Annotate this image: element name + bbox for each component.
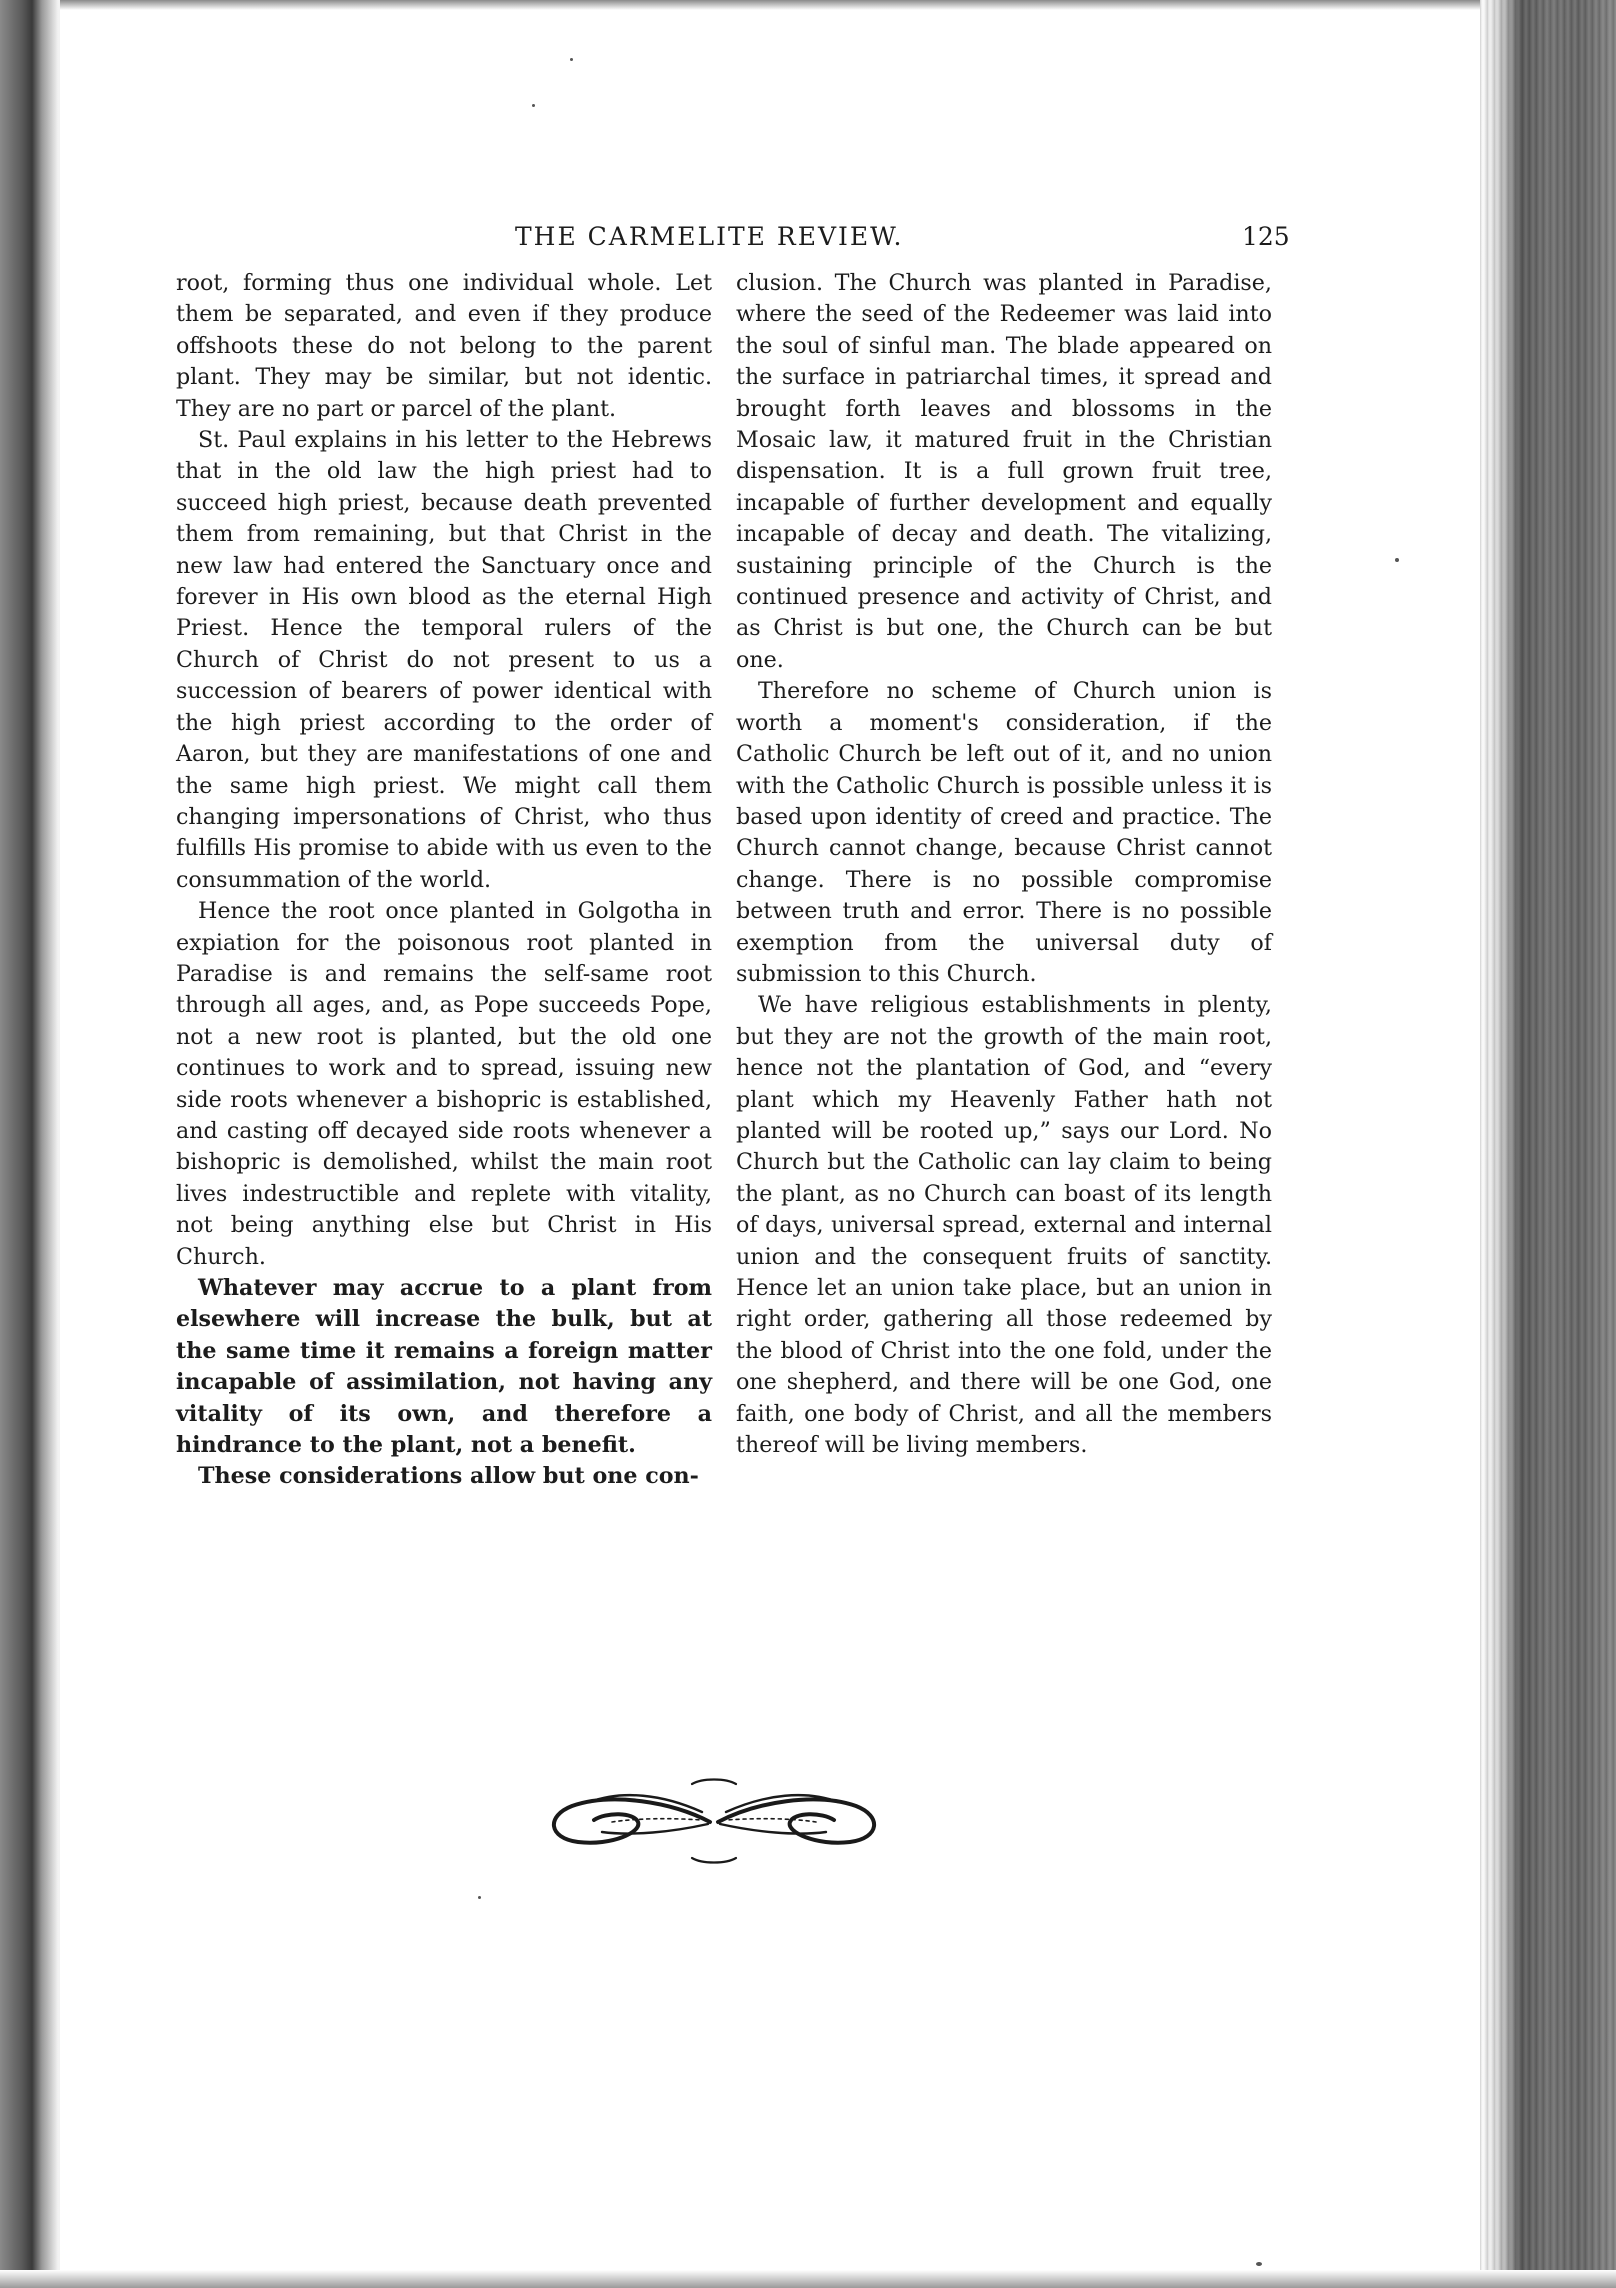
- paragraph: Hence the root once planted in Golgotha in expiation for the poisonous root planted in Paradise is and remains the self-same root through all ages, and, as Pope succeeds Pope, not a new root is planted, but the old one continues to work and to spread, issuing new side roots whenever a bishopric is established, and casting off decayed side roots whenever a bishopric is demolished, whilst the main root lives indestructible and replete with vitality, not being anything else but Christ in His Church.: [176, 898, 712, 1270]
- paragraph: Whatever may accrue to a plant from elsewhere will increase the bulk, but at the same time it remains a foreign matter incapable of assimilation, not having any vitality of its own, and therefore a hindrance to the plant, not a benefit.: [176, 1275, 712, 1459]
- page-bottom-edge: [0, 2270, 1616, 2288]
- paper-speck: [1395, 558, 1399, 562]
- paragraph: clusion. The Church was planted in Paradise, where the seed of the Redeemer was laid into the soul of sinful man. The blade appeared on the surface in patriarchal times, it spread and brought forth leaves and blossoms in the Mosaic law, it matured fruit in the Christian dispensation. It is a full grown fruit tree, incapable of further development and equally incapable of decay and death. The vitalizing, sustaining principle of the Church is the continued presence and activity of Christ, and as Christ is but one, the Church can be but one.: [736, 270, 1272, 673]
- page-binding-edge: [0, 0, 60, 2288]
- paragraph: root, forming thus one individual whole. Let them be separated, and even if they produce offshoots these do not belong to the parent plant. They may be similar, but not identic. They are no part or parcel of the plant.: [176, 270, 712, 422]
- right-column: [736, 268, 1272, 1461]
- scroll-flourish-icon: [542, 1772, 886, 1868]
- paper-speck: [532, 104, 535, 107]
- left-column: [176, 268, 712, 1493]
- paper-speck: [570, 58, 573, 61]
- running-title: THE CARMELITE REVIEW.: [515, 222, 904, 251]
- book-fore-edge: [1480, 0, 1616, 2288]
- bold-section: [176, 1273, 712, 1493]
- paragraph: St. Paul explains in his letter to the Hebrews that in the old law the high priest had to succeed high priest, because death prevented them from remaining, but that Christ in the new law had entered the Sanctuary once and forever in His own blood as the eternal High Priest. Hence the temporal rulers of the Church of Christ do not present to us a succession of bearers of power identical with the high priest according to the order of Aaron, but they are manifestations of one and the same high priest. We might call them changing impersonations of Christ, who thus fulfills His promise to abide with us even to the consummation of the world.: [176, 427, 712, 893]
- paper-speck: [1256, 2262, 1262, 2266]
- page-top-edge: [0, 0, 1616, 10]
- paragraph: We have religious establishments in plenty, but they are not the growth of the main root, hence not the plantation of God, and “every plant which my Heavenly Father hath not planted will be rooted up,” says our Lord. No Church but the Catholic can lay claim to being the plant, as no Church can boast of its length of days, universal spread, external and internal union and the consequent fruits of sanctity. Hence let an union take place, but an union in right order, gathering all those redeemed by the blood of Christ into the one fold, under the one shepherd, and there will be one God, one faith, one body of Christ, and all the members thereof will be living members.: [736, 992, 1272, 1459]
- paragraph: These considerations allow but one con-: [198, 1463, 699, 1490]
- paper-speck: [478, 1896, 481, 1899]
- page-number: 125: [1242, 222, 1290, 251]
- paragraph: Therefore no scheme of Church union is worth a moment's consideration, if the Catholic Church be left out of it, and no union with the Catholic Church is possible unless it is based upon identity of creed and practice. The Church cannot change, because Christ cannot change. There is no possible compromise between truth and error. There is no possible exemption from the universal duty of submission to this Church.: [736, 678, 1272, 987]
